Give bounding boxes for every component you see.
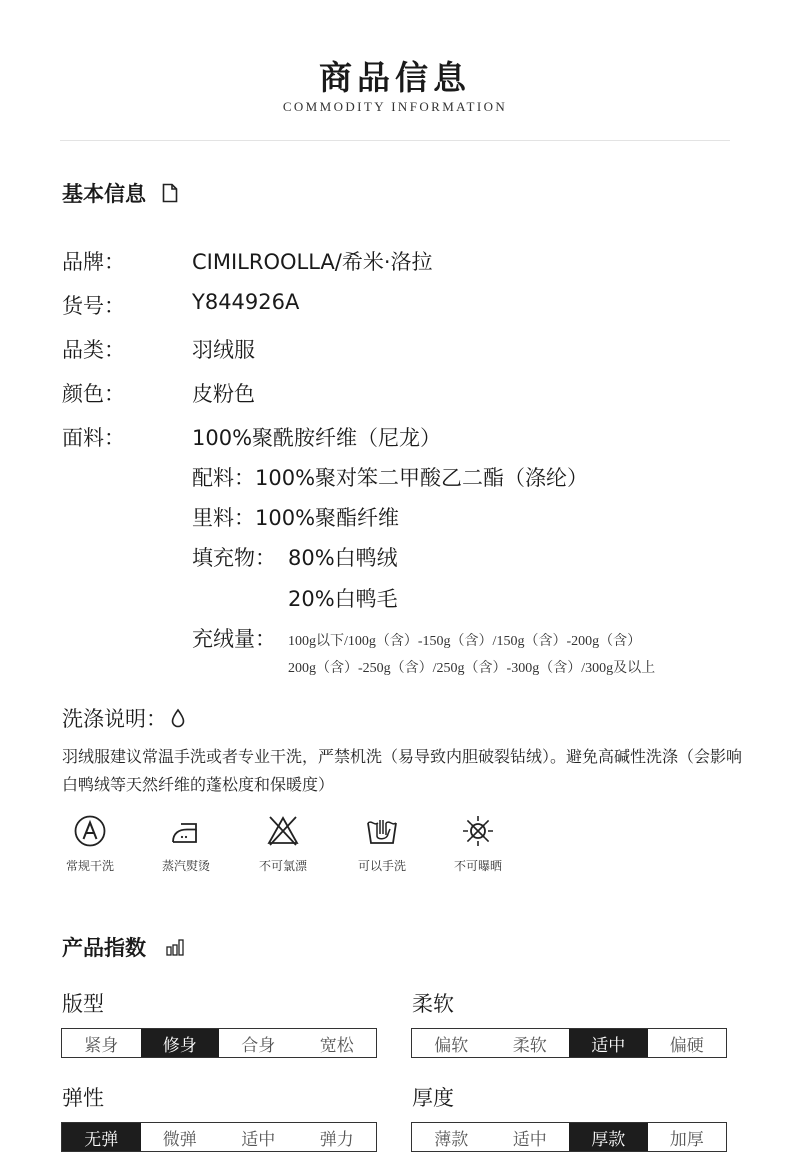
no-sun-dry-icon xyxy=(461,814,495,848)
lining-value: 里料：100%聚酯纤维 xyxy=(192,506,400,530)
fill-weight-line-1: 100g以下/100g（含）-150g（含）/150g（含）-200g（含） xyxy=(288,634,642,649)
care-label: 可以手洗 xyxy=(357,859,406,873)
header-divider xyxy=(60,140,730,141)
softness-option: 适中 xyxy=(569,1029,648,1057)
category-value: 羽绒服 xyxy=(192,338,255,362)
care-label: 不可曝晒 xyxy=(453,859,502,873)
trim-value: 配料：100%聚对笨二甲酸乙二酯（涤纶） xyxy=(192,466,589,490)
fabric-label: 面料： xyxy=(62,426,125,450)
thickness-option: 厚款 xyxy=(569,1123,648,1151)
washing-text: 羽绒服建议常温手洗或者专业干洗，严禁机洗（易导致内胆破裂钻绒）。避免高碱性洗涤（会影响白鸭绒等天然纤维的蓬松度和保暖度） xyxy=(62,747,743,794)
elasticity-label: 弹性 xyxy=(62,1086,104,1110)
color-value: 皮粉色 xyxy=(192,382,255,406)
elasticity-option: 微弹 xyxy=(162,1129,197,1150)
thickness-option: 适中 xyxy=(512,1129,547,1150)
softness-option: 柔软 xyxy=(512,1035,547,1056)
sku-value: Y844926A xyxy=(192,290,300,314)
filling-value-1: 80%白鸭绒 xyxy=(288,546,398,570)
dry-clean-a-icon xyxy=(73,814,107,848)
sku-label: 货号： xyxy=(62,294,125,318)
fit-option: 紧身 xyxy=(84,1035,119,1056)
care-label: 蒸汽熨烫 xyxy=(161,859,210,873)
care-item xyxy=(146,814,226,874)
washing-heading xyxy=(62,703,185,733)
basic-info-heading xyxy=(62,178,178,208)
care-item xyxy=(438,814,518,874)
page-title: 商品信息 xyxy=(319,58,471,97)
hand-wash-icon xyxy=(365,814,399,848)
product-index-title: 产品指数 xyxy=(62,936,146,960)
care-label: 常规干洗 xyxy=(65,859,114,873)
fit-option: 修身 xyxy=(141,1029,220,1057)
page-subtitle: COMMODITY INFORMATION xyxy=(282,99,508,114)
elasticity-option: 弹力 xyxy=(319,1129,354,1150)
elasticity-option: 适中 xyxy=(241,1129,276,1150)
fill-weight-line-2: 200g（含）-250g（含）/250g（含）-300g（含）/300g及以上 xyxy=(288,661,656,676)
thickness-option: 薄款 xyxy=(434,1129,469,1150)
thickness-scale xyxy=(411,1122,727,1152)
fill-weight-label: 充绒量： xyxy=(192,627,276,651)
care-label: 不可氯漂 xyxy=(258,859,307,873)
category-label: 品类： xyxy=(62,338,125,362)
softness-scale xyxy=(411,1028,727,1058)
washing-title: 洗涤说明： xyxy=(62,707,167,731)
fit-option: 合身 xyxy=(241,1035,276,1056)
elasticity-option: 无弹 xyxy=(62,1123,141,1151)
thickness-option: 加厚 xyxy=(669,1129,704,1150)
fit-scale xyxy=(61,1028,377,1058)
document-icon xyxy=(162,183,178,203)
softness-option: 偏软 xyxy=(434,1035,469,1056)
product-index-heading xyxy=(62,932,184,962)
care-item xyxy=(342,814,422,874)
basic-info-title: 基本信息 xyxy=(62,182,146,206)
thickness-label: 厚度 xyxy=(412,1086,454,1110)
softness-option: 偏硬 xyxy=(669,1035,704,1056)
softness-label: 柔软 xyxy=(412,992,454,1016)
color-label: 颜色： xyxy=(62,382,125,406)
water-drop-icon xyxy=(171,708,185,728)
elasticity-scale xyxy=(61,1122,377,1152)
fit-label: 版型 xyxy=(62,992,104,1016)
care-item xyxy=(243,814,323,874)
bar-chart-icon xyxy=(166,938,184,956)
brand-label: 品牌： xyxy=(62,250,125,274)
no-bleach-icon xyxy=(266,814,300,848)
fabric-value: 100%聚酰胺纤维（尼龙） xyxy=(192,426,442,450)
fit-option: 宽松 xyxy=(319,1035,354,1056)
filling-value-2: 20%白鸭毛 xyxy=(288,587,398,611)
steam-iron-icon xyxy=(169,814,203,848)
filling-label: 填充物： xyxy=(192,546,276,570)
brand-value: CIMILROOLLA/希米·洛拉 xyxy=(192,250,433,274)
care-item xyxy=(50,814,130,874)
